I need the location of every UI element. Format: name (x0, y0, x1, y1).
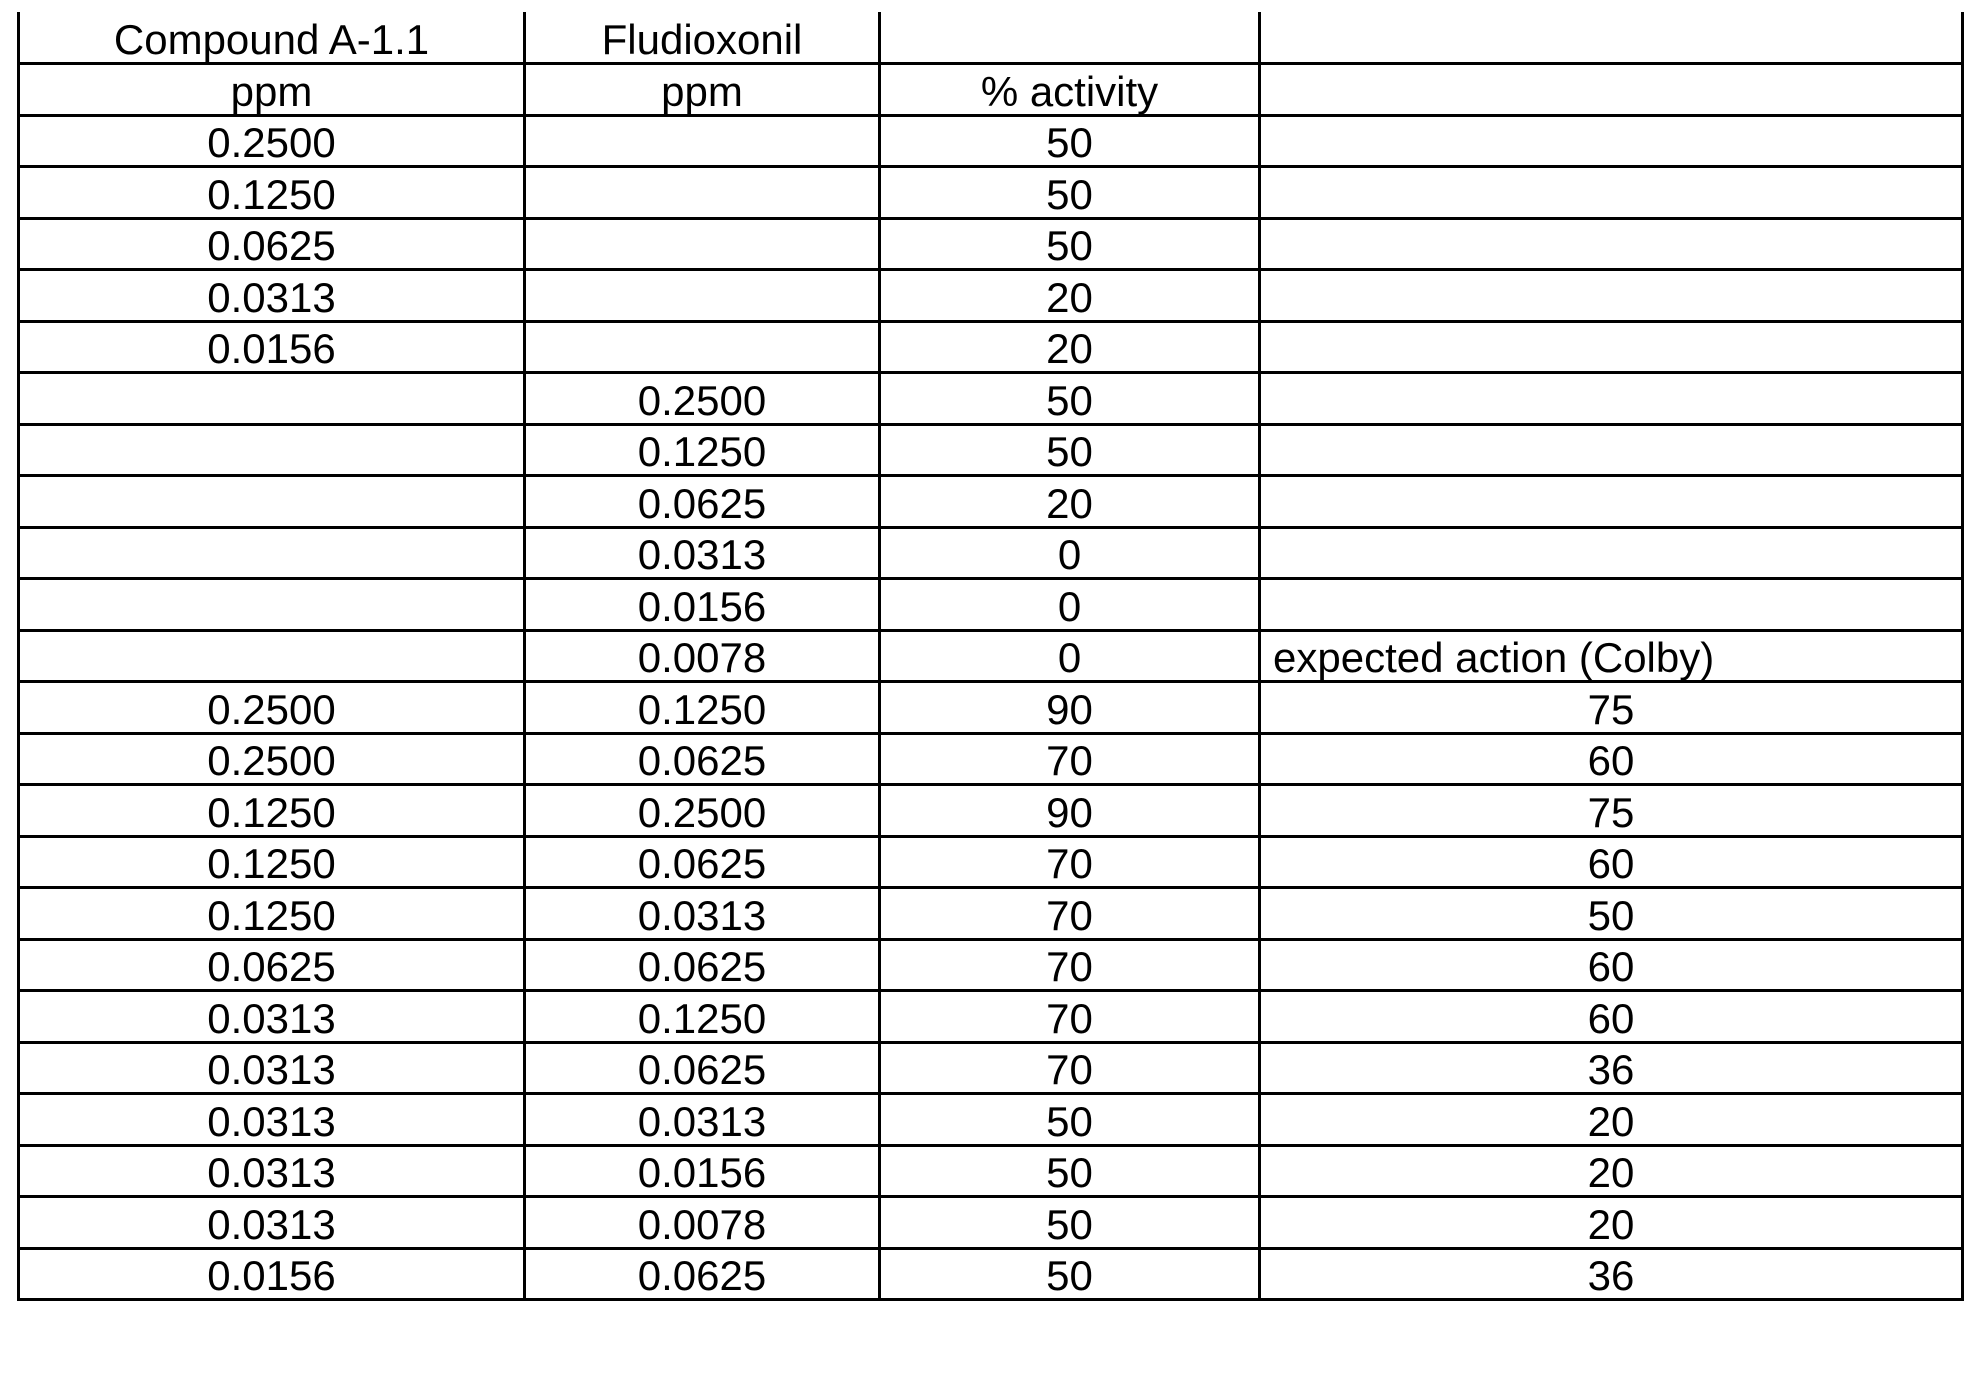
fludioxonil-ppm-cell: 0.0078 (525, 630, 880, 682)
fludioxonil-ppm-cell: 0.0313 (525, 527, 880, 579)
expected-action-cell: 75 (1260, 785, 1963, 837)
expected-action-cell (1260, 321, 1963, 373)
fludioxonil-ppm-cell: 0.0625 (525, 939, 880, 991)
table-row (19, 527, 1963, 579)
activity-cell: 90 (880, 785, 1260, 837)
table-row (19, 270, 1963, 322)
compound-a-ppm-cell (19, 476, 525, 528)
activity-cell: 70 (880, 1042, 1260, 1094)
expected-action-cell (1260, 579, 1963, 631)
compound-a-ppm-cell: 0.0313 (19, 1042, 525, 1094)
fludioxonil-ppm-cell (525, 167, 880, 219)
activity-cell: 70 (880, 991, 1260, 1043)
compound-a-ppm-cell: 0.0313 (19, 1197, 525, 1249)
compound-a-ppm-cell: 0.2500 (19, 682, 525, 734)
table-row (19, 1042, 1963, 1094)
header-activity: % activity (880, 64, 1260, 116)
fludioxonil-ppm-cell: 0.0156 (525, 579, 880, 631)
expected-action-cell: 20 (1260, 1145, 1963, 1197)
compound-a-ppm-cell: 0.1250 (19, 888, 525, 940)
fludioxonil-ppm-cell (525, 270, 880, 322)
header-compound-a-unit: ppm (19, 64, 525, 116)
header-row-units (19, 64, 1963, 116)
activity-cell: 70 (880, 836, 1260, 888)
table-row (19, 579, 1963, 631)
compound-a-ppm-cell: 0.0313 (19, 1145, 525, 1197)
table-row (19, 167, 1963, 219)
compound-a-ppm-cell (19, 579, 525, 631)
table-row (19, 785, 1963, 837)
table-row (19, 1248, 1963, 1300)
activity-cell: 20 (880, 321, 1260, 373)
table-row (19, 373, 1963, 425)
activity-cell: 0 (880, 579, 1260, 631)
header-fludioxonil-unit: ppm (525, 64, 880, 116)
fludioxonil-ppm-cell: 0.0625 (525, 836, 880, 888)
activity-cell: 70 (880, 733, 1260, 785)
fludioxonil-ppm-cell: 0.0625 (525, 476, 880, 528)
compound-a-ppm-cell: 0.0625 (19, 939, 525, 991)
compound-a-ppm-cell: 0.1250 (19, 167, 525, 219)
fludioxonil-ppm-cell: 0.0625 (525, 1042, 880, 1094)
header-blank-4-unit (1260, 64, 1963, 116)
expected-action-cell (1260, 270, 1963, 322)
expected-action-cell: 60 (1260, 733, 1963, 785)
expected-action-cell (1260, 115, 1963, 167)
expected-action-cell: expected action (Colby) (1260, 630, 1963, 682)
compound-a-ppm-cell (19, 527, 525, 579)
compound-a-ppm-cell: 0.1250 (19, 836, 525, 888)
table-row (19, 733, 1963, 785)
table-row (19, 682, 1963, 734)
activity-table-body (19, 12, 1963, 1300)
table-row (19, 115, 1963, 167)
activity-cell: 90 (880, 682, 1260, 734)
activity-cell: 20 (880, 476, 1260, 528)
activity-cell: 20 (880, 270, 1260, 322)
table-row (19, 836, 1963, 888)
table-row (19, 888, 1963, 940)
table-row (19, 939, 1963, 991)
expected-action-cell (1260, 167, 1963, 219)
activity-cell: 50 (880, 1248, 1260, 1300)
compound-a-ppm-cell: 0.0313 (19, 991, 525, 1043)
expected-action-cell: 60 (1260, 836, 1963, 888)
table-row (19, 991, 1963, 1043)
expected-action-cell: 50 (1260, 888, 1963, 940)
activity-cell: 50 (880, 167, 1260, 219)
header-blank-4 (1260, 12, 1963, 64)
activity-cell: 0 (880, 630, 1260, 682)
fludioxonil-ppm-cell: 0.2500 (525, 785, 880, 837)
compound-a-ppm-cell: 0.0625 (19, 218, 525, 270)
fludioxonil-ppm-cell (525, 321, 880, 373)
fludioxonil-ppm-cell: 0.0078 (525, 1197, 880, 1249)
activity-cell: 50 (880, 1094, 1260, 1146)
expected-action-cell: 60 (1260, 939, 1963, 991)
expected-action-cell (1260, 424, 1963, 476)
header-fludioxonil: Fludioxonil (525, 12, 880, 64)
activity-cell: 50 (880, 218, 1260, 270)
expected-action-cell (1260, 218, 1963, 270)
compound-a-ppm-cell (19, 424, 525, 476)
activity-table (17, 12, 1964, 1301)
activity-cell: 70 (880, 888, 1260, 940)
fludioxonil-ppm-cell (525, 218, 880, 270)
table-row (19, 476, 1963, 528)
fludioxonil-ppm-cell (525, 115, 880, 167)
compound-a-ppm-cell: 0.0156 (19, 321, 525, 373)
table-row (19, 321, 1963, 373)
compound-a-ppm-cell (19, 373, 525, 425)
header-row-compound-names (19, 12, 1963, 64)
header-compound-a: Compound A-1.1 (19, 12, 525, 64)
compound-a-ppm-cell: 0.2500 (19, 115, 525, 167)
fludioxonil-ppm-cell: 0.2500 (525, 373, 880, 425)
compound-a-ppm-cell (19, 630, 525, 682)
fludioxonil-ppm-cell: 0.1250 (525, 424, 880, 476)
compound-a-ppm-cell: 0.0156 (19, 1248, 525, 1300)
activity-cell: 70 (880, 939, 1260, 991)
fludioxonil-ppm-cell: 0.1250 (525, 682, 880, 734)
expected-action-cell (1260, 373, 1963, 425)
activity-cell: 50 (880, 424, 1260, 476)
expected-action-cell: 36 (1260, 1248, 1963, 1300)
expected-action-cell: 20 (1260, 1094, 1963, 1146)
fludioxonil-ppm-cell: 0.0625 (525, 733, 880, 785)
activity-cell: 0 (880, 527, 1260, 579)
activity-cell: 50 (880, 373, 1260, 425)
table-row (19, 630, 1963, 682)
table-row (19, 1145, 1963, 1197)
table-row (19, 424, 1963, 476)
header-blank-3 (880, 12, 1260, 64)
activity-cell: 50 (880, 115, 1260, 167)
compound-a-ppm-cell: 0.1250 (19, 785, 525, 837)
compound-a-ppm-cell: 0.0313 (19, 270, 525, 322)
expected-action-cell: 36 (1260, 1042, 1963, 1094)
expected-action-cell (1260, 476, 1963, 528)
fludioxonil-ppm-cell: 0.0156 (525, 1145, 880, 1197)
expected-action-cell (1260, 527, 1963, 579)
compound-a-ppm-cell: 0.2500 (19, 733, 525, 785)
table-row (19, 1197, 1963, 1249)
table-row (19, 1094, 1963, 1146)
fludioxonil-ppm-cell: 0.0625 (525, 1248, 880, 1300)
activity-cell: 50 (880, 1197, 1260, 1249)
fludioxonil-ppm-cell: 0.0313 (525, 888, 880, 940)
expected-action-cell: 60 (1260, 991, 1963, 1043)
activity-cell: 50 (880, 1145, 1260, 1197)
fludioxonil-ppm-cell: 0.0313 (525, 1094, 880, 1146)
expected-action-cell: 20 (1260, 1197, 1963, 1249)
fludioxonil-ppm-cell: 0.1250 (525, 991, 880, 1043)
compound-a-ppm-cell: 0.0313 (19, 1094, 525, 1146)
expected-action-cell: 75 (1260, 682, 1963, 734)
table-row (19, 218, 1963, 270)
